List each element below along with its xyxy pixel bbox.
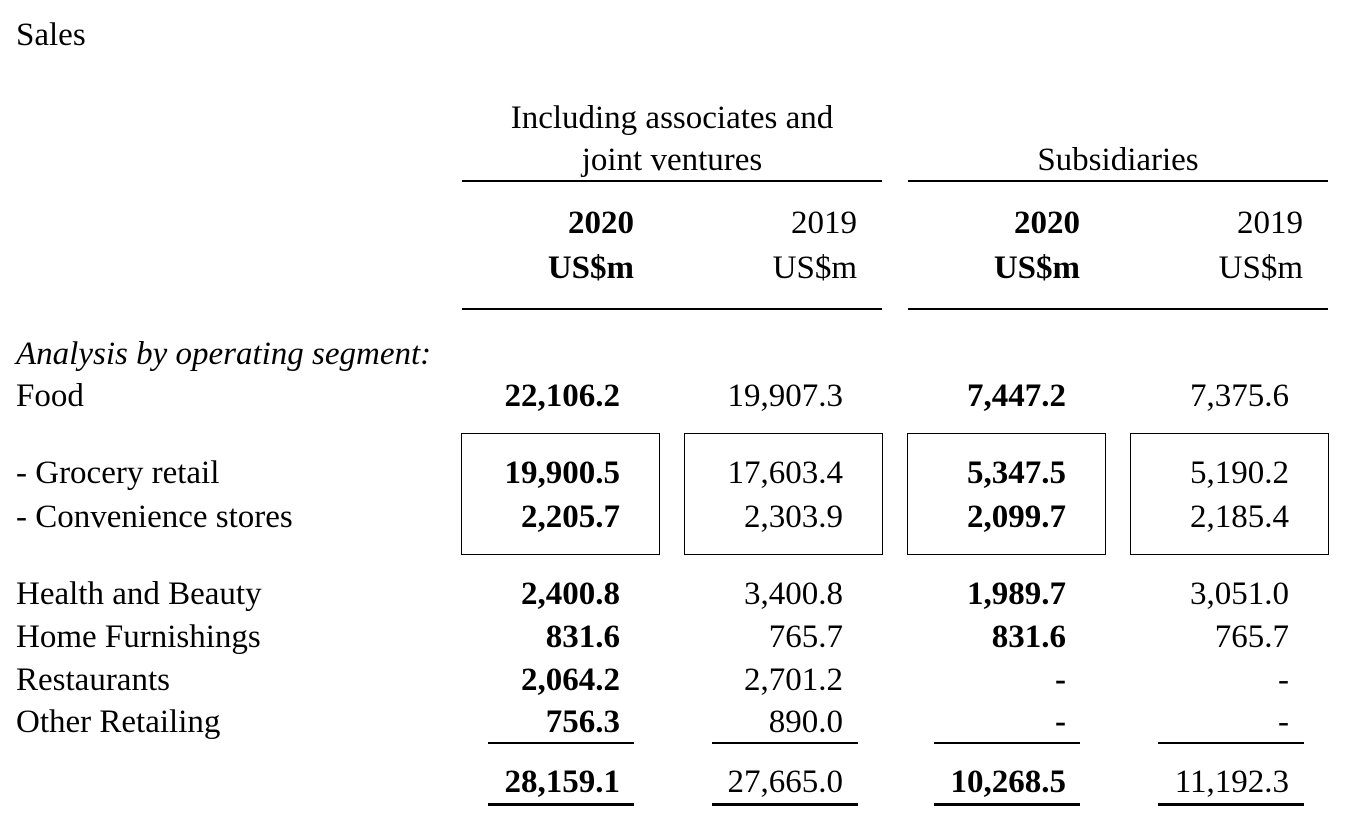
row-label-convenience: - Convenience stores bbox=[16, 499, 293, 535]
home-value-2019-subs: 765.7 bbox=[1214, 619, 1289, 655]
table-title: Sales bbox=[16, 17, 86, 53]
header-bottom-rule-subsidiaries bbox=[908, 308, 1328, 310]
group-header-subsidiaries: Subsidiaries bbox=[1037, 142, 1199, 178]
row-label-other-retailing: Other Retailing bbox=[16, 704, 221, 740]
group-header-including-line1: Including associates and bbox=[510, 100, 834, 136]
restaurants-value-2019-subs: - bbox=[1278, 662, 1289, 698]
health-value-2019-subs: 3,051.0 bbox=[1190, 576, 1289, 612]
health-value-2020-subs: 1,989.7 bbox=[967, 576, 1066, 612]
col4-unit: US$m bbox=[1218, 250, 1303, 286]
header-bottom-rule-including bbox=[462, 308, 882, 310]
group-header-including-line2: joint ventures bbox=[581, 142, 763, 178]
other-value-2019-subs: - bbox=[1278, 704, 1289, 740]
col2-unit: US$m bbox=[772, 250, 857, 286]
subtotal-rule-col4 bbox=[1158, 742, 1304, 744]
row-label-grocery: - Grocery retail bbox=[16, 455, 220, 491]
home-value-2019-incl: 765.7 bbox=[768, 619, 843, 655]
total-underline-col3 bbox=[934, 803, 1080, 806]
convenience-value-2020-subs: 2,099.7 bbox=[967, 499, 1066, 535]
home-value-2020-incl: 831.6 bbox=[545, 619, 620, 655]
grocery-value-2020-subs: 5,347.5 bbox=[967, 455, 1066, 491]
grocery-value-2019-incl: 17,603.4 bbox=[727, 455, 843, 491]
restaurants-value-2020-incl: 2,064.2 bbox=[521, 662, 620, 698]
row-label-home-furnishings: Home Furnishings bbox=[16, 619, 261, 655]
col1-unit: US$m bbox=[547, 250, 634, 286]
home-value-2020-subs: 831.6 bbox=[991, 619, 1066, 655]
restaurants-value-2019-incl: 2,701.2 bbox=[744, 662, 843, 698]
group-header-rule-subsidiaries bbox=[908, 180, 1328, 182]
food-value-2020-incl: 22,106.2 bbox=[504, 378, 620, 414]
highlight-box-col1 bbox=[461, 433, 660, 555]
health-value-2020-incl: 2,400.8 bbox=[521, 576, 620, 612]
total-underline-col2 bbox=[712, 803, 858, 806]
highlight-box-col2 bbox=[684, 433, 883, 555]
total-2020-incl: 28,159.1 bbox=[504, 764, 620, 800]
row-label-restaurants: Restaurants bbox=[16, 662, 170, 698]
convenience-value-2019-subs: 2,185.4 bbox=[1190, 499, 1289, 535]
total-2020-subs: 10,268.5 bbox=[950, 764, 1066, 800]
other-value-2020-incl: 756.3 bbox=[545, 704, 620, 740]
grocery-value-2020-incl: 19,900.5 bbox=[504, 455, 620, 491]
row-label-health-beauty: Health and Beauty bbox=[16, 576, 262, 612]
total-2019-subs: 11,192.3 bbox=[1174, 764, 1289, 800]
food-value-2019-subs: 7,375.6 bbox=[1190, 378, 1289, 414]
subtotal-rule-col3 bbox=[934, 742, 1080, 744]
subtotal-rule-col1 bbox=[488, 742, 634, 744]
col3-unit: US$m bbox=[993, 250, 1080, 286]
convenience-value-2019-incl: 2,303.9 bbox=[744, 499, 843, 535]
total-underline-col4 bbox=[1158, 803, 1304, 806]
convenience-value-2020-incl: 2,205.7 bbox=[521, 499, 620, 535]
other-value-2019-incl: 890.0 bbox=[768, 704, 843, 740]
other-value-2020-subs: - bbox=[1055, 704, 1066, 740]
restaurants-value-2020-subs: - bbox=[1055, 662, 1066, 698]
grocery-value-2019-subs: 5,190.2 bbox=[1190, 455, 1289, 491]
food-value-2020-subs: 7,447.2 bbox=[967, 378, 1066, 414]
col4-year: 2019 bbox=[1237, 205, 1303, 241]
highlight-box-col3 bbox=[907, 433, 1106, 555]
subtotal-rule-col2 bbox=[712, 742, 858, 744]
total-underline-col1 bbox=[488, 803, 634, 806]
row-label-food: Food bbox=[16, 378, 84, 414]
group-header-rule-including bbox=[462, 180, 882, 182]
col3-year: 2020 bbox=[1014, 205, 1080, 241]
section-label: Analysis by operating segment: bbox=[16, 336, 432, 372]
food-value-2019-incl: 19,907.3 bbox=[727, 378, 843, 414]
total-2019-incl: 27,665.0 bbox=[727, 764, 843, 800]
health-value-2019-incl: 3,400.8 bbox=[744, 576, 843, 612]
highlight-box-col4 bbox=[1130, 433, 1329, 555]
col1-year: 2020 bbox=[568, 205, 634, 241]
col2-year: 2019 bbox=[791, 205, 857, 241]
